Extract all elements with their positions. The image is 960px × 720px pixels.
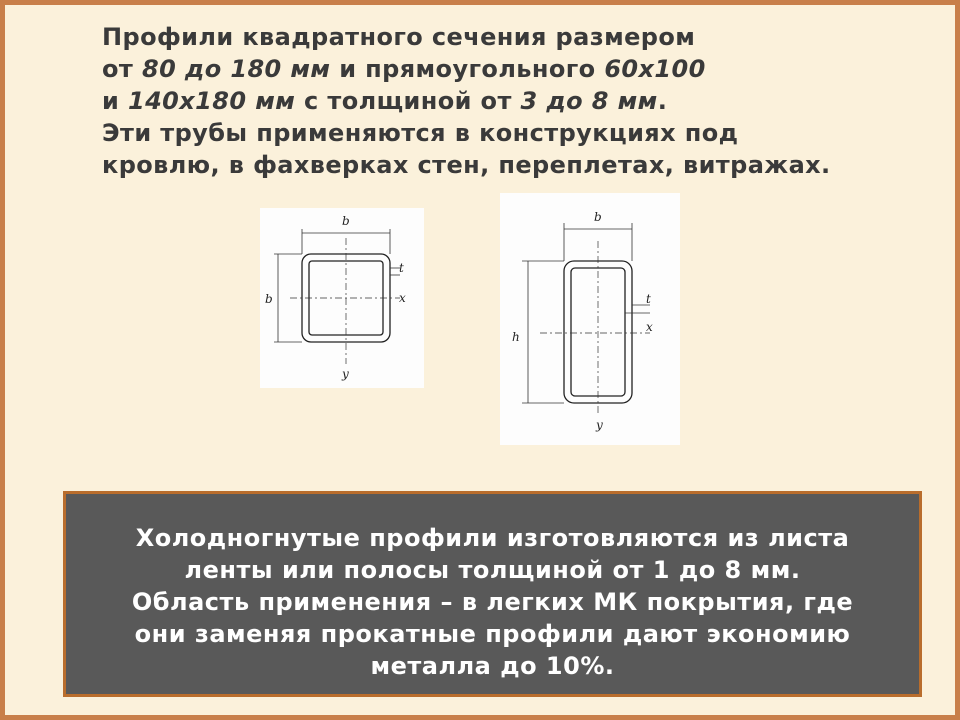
size-rect-large: 140х180 мм: [127, 87, 296, 115]
intro-paragraph: [102, 21, 922, 181]
axis-y-label: y: [342, 367, 349, 381]
axis-x-label: x: [646, 320, 653, 334]
square-section-figure: [260, 208, 424, 388]
dim-h-label: h: [512, 330, 520, 344]
callout-line-5: металла до 10%.: [370, 652, 615, 680]
cold-formed-callout: [63, 491, 922, 697]
dim-b-top-label: b: [342, 214, 350, 228]
rect-section-drawing: [500, 193, 680, 445]
intro-line-2: от 80 до 180 мм и прямоугольного 60х100: [102, 55, 706, 83]
intro-line-3: и 140х180 мм с толщиной от 3 до 8 мм.: [102, 87, 668, 115]
axis-y-label: y: [596, 418, 603, 432]
intro-line-4: Эти трубы применяются в конструкциях под: [102, 119, 739, 147]
dim-b-label: b: [594, 210, 602, 224]
size-range-square: 80 до 180 мм: [141, 55, 331, 83]
rect-section-figure: [500, 193, 680, 445]
intro-line-5: кровлю, в фахверках стен, переплетах, витражах.: [102, 151, 831, 179]
size-rect-small: 60х100: [604, 55, 706, 83]
dim-t-label: t: [646, 292, 651, 306]
callout-line-3: Область применения – в легких МК покрытия, где: [131, 588, 854, 616]
square-section-drawing: [260, 208, 424, 388]
callout-line-2: ленты или полосы толщиной от 1 до 8 мм.: [184, 556, 801, 584]
callout-line-1: Холодногнутые профили изготовляются из листа: [135, 524, 850, 552]
intro-line-1: Профили квадратного сечения размером: [102, 23, 696, 51]
dim-b-left-label: b: [265, 292, 273, 306]
thickness-range: 3 до 8 мм: [520, 87, 658, 115]
callout-line-4: они заменяя прокатные профили дают экономию: [134, 620, 851, 648]
axis-x-label: x: [399, 291, 406, 305]
dim-t-label: t: [399, 261, 404, 275]
